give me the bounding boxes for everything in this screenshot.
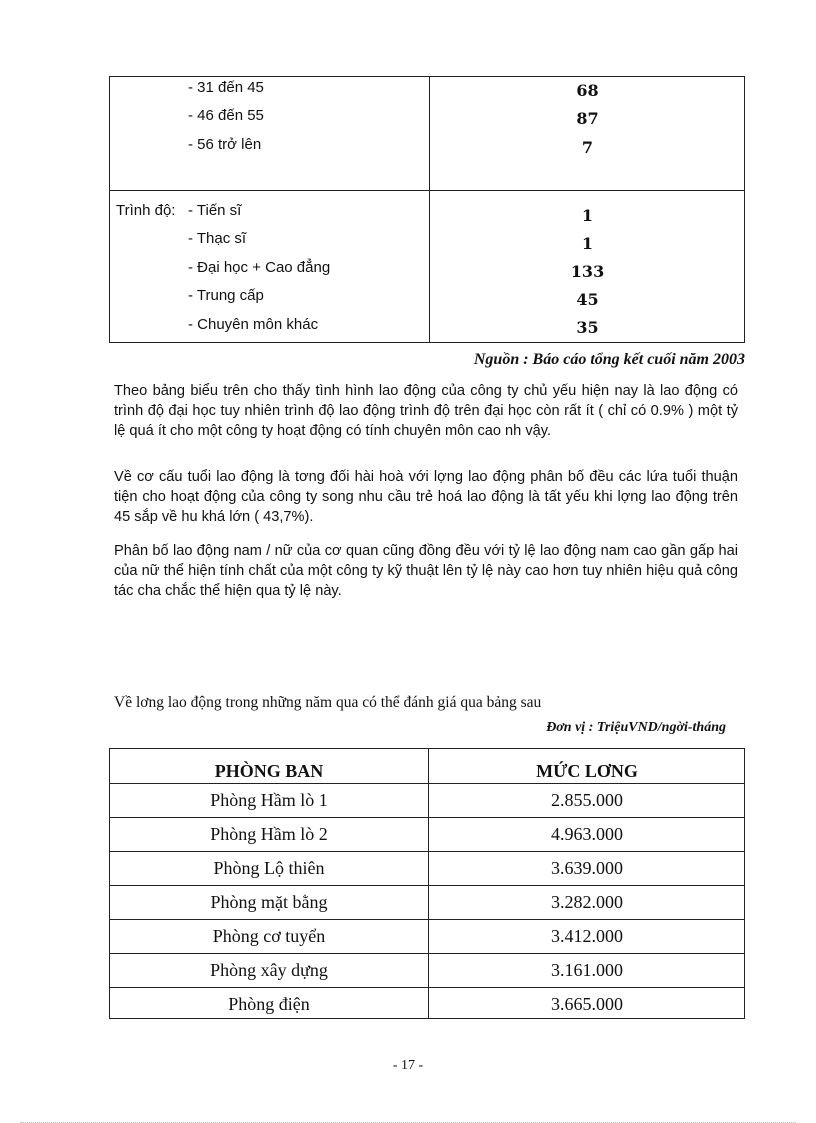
salary-table — [109, 748, 745, 1019]
row-divider — [110, 190, 744, 191]
salary-cell: 3.665.000 — [551, 994, 623, 1014]
department-cell: Phòng xây dựng — [210, 960, 328, 980]
age-value: 68 — [576, 81, 599, 100]
education-label: - Thạc sĩ — [188, 230, 247, 247]
salary-cell: 4.963.000 — [551, 824, 623, 844]
source-note: Nguồn : Báo cáo tổng kết cuối năm 2003 — [473, 351, 745, 368]
department-cell: Phòng mặt bằng — [210, 892, 328, 912]
table-row — [110, 885, 744, 920]
header-department: PHÒNG BAN — [214, 761, 324, 781]
education-label: - Đại học + Cao đẳng — [188, 259, 331, 276]
table-row — [110, 817, 744, 852]
workforce-table — [109, 76, 745, 343]
salary-intro: Về lơng lao động trong những năm qua có thể đánh giá qua bảng sau — [114, 694, 542, 711]
header-salary: MỨC LƠNG — [536, 761, 638, 781]
table-row — [110, 953, 744, 988]
age-label: - 56 trở lên — [188, 136, 262, 153]
paragraph: Về cơ cấu tuổi lao động là tơng đối hài hoà với lợng lao động phân bố đều các lứa tuổi thuận tiện cho hoạt động của công ty song nhu cầu trẻ hoá lao động là tất yếu khi lợng lao động trên 45 sắp về hu khá lớn ( 43,7%). — [114, 469, 738, 525]
department-cell: Phòng Hầm lò 1 — [210, 790, 328, 810]
salary-cell: 3.412.000 — [551, 926, 623, 946]
education-value: 45 — [576, 290, 599, 309]
salary-cell: 2.855.000 — [551, 790, 623, 810]
table-row — [110, 783, 744, 818]
education-label: - Chuyên môn khác — [188, 316, 319, 333]
department-cell: Phòng điện — [228, 994, 310, 1014]
page-number: - 17 - — [392, 1058, 424, 1073]
education-prefix: Trình độ: — [116, 202, 176, 219]
salary-cell: 3.161.000 — [551, 960, 623, 980]
table-row — [110, 919, 744, 954]
table-row — [110, 851, 744, 886]
department-cell: Phòng cơ tuyển — [212, 926, 326, 946]
table-row — [110, 987, 744, 1019]
paragraph: Theo bảng biểu trên cho thấy tình hình lao động của công ty chủ yếu hiện nay là lao động có trình độ đại học tuy nhiên trình độ lao động trình độ trên đại học còn rất ít ( chỉ có 0.9% ) một tỷ lệ quá ít cho một công ty hoạt động có tính chuyên môn cao nh vậy. — [114, 383, 738, 439]
unit-note: Đơn vị : TriệuVND/ngời-tháng — [546, 720, 726, 735]
education-value: 1 — [581, 206, 594, 225]
table-header-row — [110, 749, 744, 783]
department-cell: Phòng Hầm lò 2 — [210, 824, 328, 844]
age-label: - 46 đến 55 — [188, 107, 264, 124]
salary-cell: 3.282.000 — [551, 892, 623, 912]
age-label: - 31 đến 45 — [188, 79, 264, 96]
age-value: 87 — [576, 109, 599, 128]
education-value: 35 — [576, 318, 599, 337]
department-cell: Phòng Lộ thiên — [213, 858, 325, 878]
age-value: 7 — [581, 138, 594, 157]
salary-cell: 3.639.000 — [551, 858, 623, 878]
paragraph: Phân bố lao động nam / nữ của cơ quan cũng đồng đều với tỷ lệ lao động nam cao gần gấp hai của nữ thể hiện tính chất của một công ty kỹ thuật lên tỷ lệ này cao hơn tuy nhiên hiệu quả công tác cha chắc thể hiện qua tỷ lệ này. — [114, 543, 738, 599]
education-value: 133 — [570, 262, 605, 281]
education-label: - Trung cấp — [188, 287, 264, 304]
education-value: 1 — [581, 234, 594, 253]
education-label: - Tiến sĩ — [188, 202, 242, 219]
